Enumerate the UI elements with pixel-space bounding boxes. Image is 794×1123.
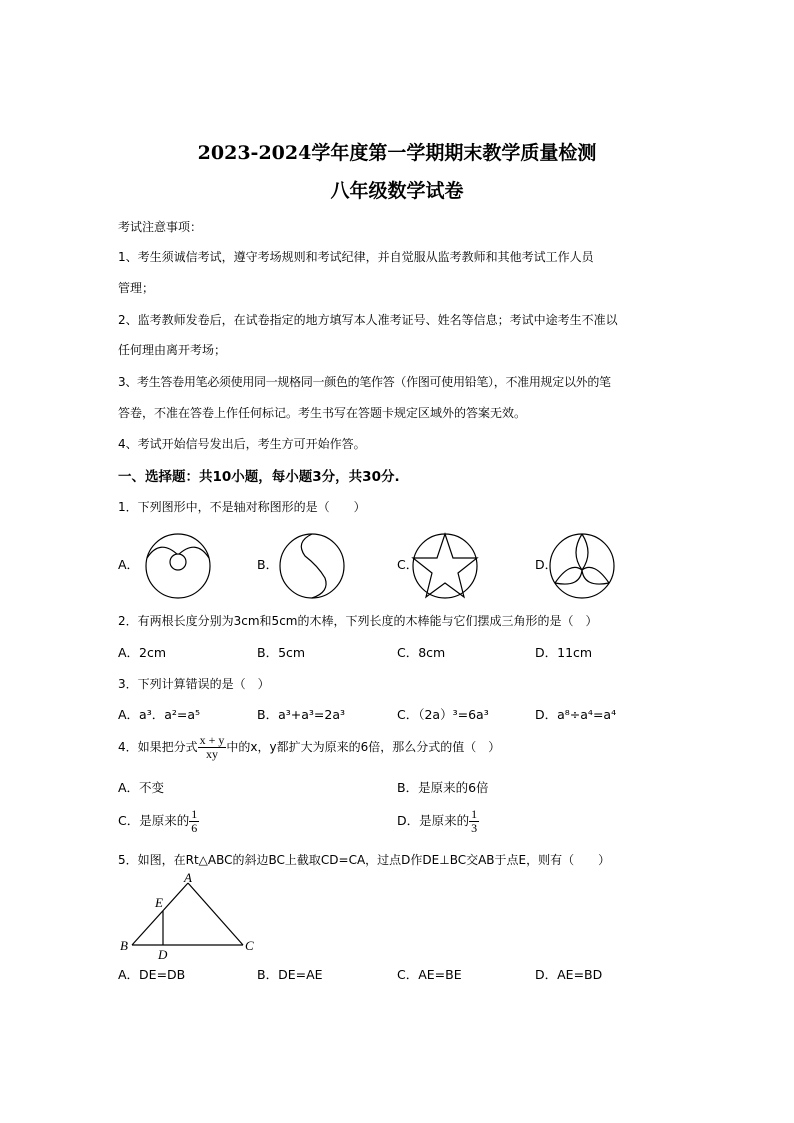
q5-option-a: A．DE=DB xyxy=(118,967,186,982)
q5-option-d: D．AE=BD xyxy=(535,967,603,982)
note-line: 2、监考教师发卷后，在试卷指定的地方填写本人准考证号、姓名等信息；考试中途考生不准以 xyxy=(118,313,618,327)
q5-triangle-figure xyxy=(115,872,265,962)
q4-option-c xyxy=(118,808,199,835)
q1-option-b: B． xyxy=(257,557,279,572)
exam-subtitle: 八年级数学试卷 xyxy=(330,180,464,202)
q3-option-d: D．a⁸÷a⁴=a⁴ xyxy=(535,707,617,722)
note-line: 4、考试开始信号发出后，考生方可开始作答。 xyxy=(118,437,366,451)
figure-b xyxy=(280,534,344,598)
fraction-numerator: 1 xyxy=(471,807,478,821)
q3-option-a: A．a³．a²=a⁵ xyxy=(118,707,201,722)
q2-option-b: B．5cm xyxy=(257,645,306,660)
exam-title: 2023-2024学年度第一学期期末教学质量检测 xyxy=(197,142,597,164)
q3-stem: 3．下列计算错误的是（ ） xyxy=(118,677,270,691)
q1-option-c: C． xyxy=(397,557,419,572)
q2-option-d: D．11cm xyxy=(535,645,593,660)
label-c: C xyxy=(245,938,254,953)
q5-stem: 5．如图，在Rt△ABC的斜边BC上截取CD=CA，过点D作DE⊥BC交AB于点E，则有（ ） xyxy=(118,853,611,867)
fraction-numerator: 1 xyxy=(191,807,198,821)
q2-option-c: C．8cm xyxy=(397,645,446,660)
q4-option-d xyxy=(397,808,479,835)
note-line: 答卷，不准在答卷上作任何标记。考生书写在答题卡规定区域外的答案无效。 xyxy=(118,406,527,420)
section-heading: 一、选择题：共10小题，每小题3分，共30分. xyxy=(118,469,400,485)
q1-option-d: D． xyxy=(535,557,558,572)
fraction-denominator: xy xyxy=(206,747,219,761)
fraction-denominator: 6 xyxy=(191,821,198,835)
q4-stem-a: 4．如果把分式 xyxy=(118,740,198,754)
figure-c xyxy=(413,534,477,598)
label-d: D xyxy=(158,947,168,962)
label-e: E xyxy=(155,895,163,910)
label-b: B xyxy=(120,938,128,953)
q4-fraction xyxy=(198,734,227,761)
q4-option-a: A．不变 xyxy=(118,780,165,795)
figure-d xyxy=(550,534,614,598)
q3-option-b: B．a³+a³=2a³ xyxy=(257,707,345,722)
note-line: 1、考生须诚信考试，遵守考场规则和考试纪律，并自觉服从监考教师和其他考试工作人员 xyxy=(118,250,594,264)
option-label: C．是原来的 xyxy=(118,813,190,828)
fraction-1-6 xyxy=(189,808,199,835)
q3-option-c: C．（2a）³=6a³ xyxy=(397,707,489,722)
note-line: 3、考生答卷用笔必须使用同一规格同一颜色的笔作答（作图可使用铅笔），不准用规定以外的笔 xyxy=(118,375,611,389)
q4-stem xyxy=(118,734,500,761)
label-a: A xyxy=(184,872,192,885)
note-line: 管理； xyxy=(118,281,155,295)
figure-a xyxy=(146,534,210,598)
q2-option-a: A．2cm xyxy=(118,645,167,660)
option-label: D．是原来的 xyxy=(397,813,470,828)
q2-stem: 2．有两根长度分别为3cm和5cm的木棒，下列长度的木棒能与它们摆成三角形的是（ ） xyxy=(118,614,598,628)
q1-stem: 1．下列图形中，不是轴对称图形的是（ ） xyxy=(118,500,366,514)
q5-option-c: C．AE=BE xyxy=(397,967,462,982)
fraction-numerator: x + y xyxy=(199,733,225,747)
q4-option-b: B．是原来的6倍 xyxy=(397,780,489,795)
q1-figures xyxy=(140,528,620,604)
q1-option-a: A． xyxy=(118,557,140,572)
q4-stem-b: 中的x，y都扩大为原来的6倍，那么分式的值（ ） xyxy=(226,740,501,754)
fraction-1-3 xyxy=(469,808,479,835)
fraction-denominator: 3 xyxy=(471,821,478,835)
note-line: 任何理由离开考场； xyxy=(118,343,227,357)
q5-option-b: B．DE=AE xyxy=(257,967,323,982)
notes-heading: 考试注意事项： xyxy=(118,220,203,234)
